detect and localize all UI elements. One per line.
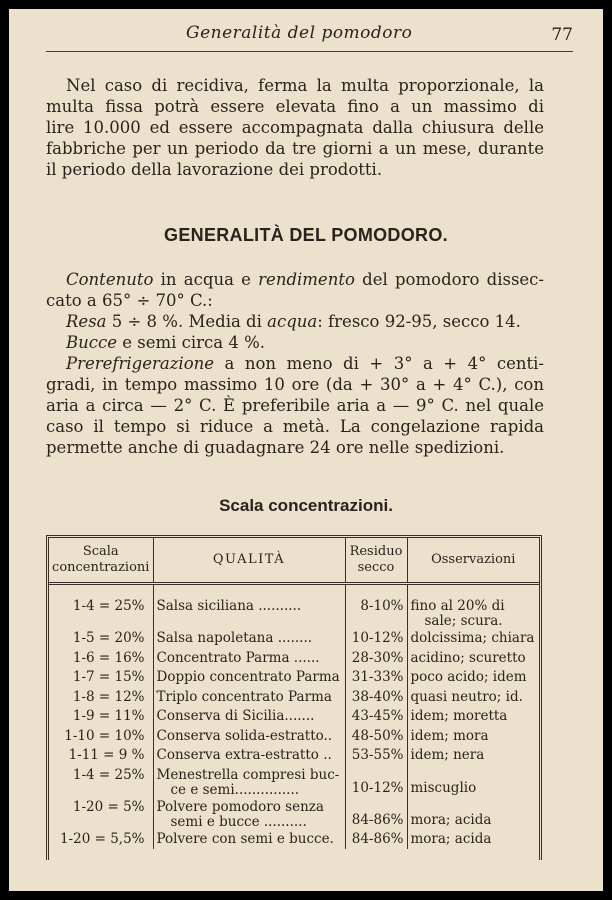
cell-residuo bbox=[345, 766, 407, 798]
cell-osservazioni-text: idem; mora bbox=[410, 727, 489, 744]
cell-scala-text: 1-4 = 25% bbox=[72, 598, 145, 614]
concentration-table bbox=[46, 535, 542, 860]
body-text: del pomodoro dissec- bbox=[354, 270, 544, 289]
cell-scala bbox=[49, 830, 153, 850]
cell-qualita-text: Salsa siciliana .......... bbox=[156, 598, 302, 614]
cell-scala-text: 1-9 = 11% bbox=[72, 708, 145, 724]
cell-scala-text: 1-4 = 25% bbox=[72, 766, 145, 783]
cell-qualita bbox=[153, 597, 345, 629]
cell-residuo-text: 28-30% bbox=[351, 649, 404, 666]
cell-osservazioni-text: acidino; scuretto bbox=[410, 649, 526, 666]
cell-residuo-text: 48-50% bbox=[351, 727, 404, 744]
section-title: GENERALITÀ DEL POMODORO. bbox=[164, 225, 448, 245]
table-row bbox=[49, 766, 539, 798]
cell-qualita-text: Conserva solida-estratto.. bbox=[156, 727, 333, 744]
acqua-term: acqua bbox=[267, 312, 318, 331]
table-row bbox=[49, 746, 539, 766]
cell-residuo-text: 8-10% bbox=[360, 598, 404, 614]
cell-residuo-text: 84-86% bbox=[351, 811, 404, 828]
cell-osservazioni bbox=[407, 649, 539, 669]
cell-residuo bbox=[345, 649, 407, 669]
intro-line: lire 10.000 ed essere accompagnata dalla chiusura delle bbox=[46, 118, 544, 137]
cell-residuo-text: 53-55% bbox=[351, 747, 404, 763]
cell-qualita-text: Polvere con semi e bucce. bbox=[156, 830, 334, 847]
cell-scala-text: 1-10 = 10% bbox=[64, 727, 145, 744]
cell-qualita-text: Conserva di Sicilia....... bbox=[156, 708, 315, 724]
cell-residuo-text: 38-40% bbox=[351, 688, 404, 705]
cell-osservazioni-text: fino al 20% di bbox=[410, 598, 505, 614]
page-header bbox=[46, 23, 573, 52]
cell-residuo bbox=[345, 629, 407, 649]
table-row bbox=[49, 668, 539, 688]
cell-scala-text: 1-8 = 12% bbox=[72, 688, 145, 705]
cell-qualita-text: Doppio concentrato Parma bbox=[156, 669, 340, 685]
cell-scala-text: 1-20 = 5,5% bbox=[59, 830, 145, 847]
cell-residuo-text: 84-86% bbox=[351, 830, 404, 847]
cell-residuo bbox=[345, 830, 407, 850]
cell-osservazioni-text: mora; acida bbox=[410, 811, 492, 828]
cell-qualita-text: Concentrato Parma ...... bbox=[156, 649, 320, 666]
cell-scala bbox=[49, 798, 153, 830]
body-line bbox=[46, 311, 544, 332]
cell-qualita bbox=[153, 688, 345, 708]
cell-qualita-text: Polvere pomodoro senza bbox=[156, 798, 324, 815]
body-line bbox=[46, 353, 544, 374]
cell-qualita bbox=[153, 707, 345, 727]
table-row bbox=[49, 830, 539, 850]
contenuto-term: Contenuto bbox=[66, 270, 154, 289]
header-qualita: QUALITÀ bbox=[153, 538, 345, 584]
cell-osservazioni-text: dolcissima; chiara bbox=[410, 630, 535, 646]
cell-scala bbox=[49, 597, 153, 629]
cell-osservazioni bbox=[407, 707, 539, 727]
cell-osservazioni-text: sale; scura. bbox=[424, 613, 503, 629]
intro-line: Nel caso di recidiva, ferma la multa proporzionale, la bbox=[66, 76, 544, 95]
body-line: caso il tempo si riduce a metà. La congelazione rapida bbox=[46, 417, 544, 436]
cell-qualita bbox=[153, 629, 345, 649]
cell-osservazioni-text: idem; moretta bbox=[410, 708, 508, 724]
table-row bbox=[49, 707, 539, 727]
table-row bbox=[49, 597, 539, 629]
table-row bbox=[49, 688, 539, 708]
body-line: permette anche di guadagnare 24 ore nelle spedizioni. bbox=[46, 438, 505, 457]
table-spacer bbox=[49, 584, 539, 598]
page-number: 77 bbox=[551, 25, 573, 45]
header-residuo bbox=[345, 538, 407, 584]
cell-scala bbox=[49, 766, 153, 798]
header-scala bbox=[49, 538, 153, 584]
cell-osservazioni bbox=[407, 597, 539, 629]
cell-scala-text: 1-11 = 9 % bbox=[68, 747, 145, 763]
table-row bbox=[49, 649, 539, 669]
body-line: gradi, in tempo massimo 10 ore (da + 30° a + 4° C.), con bbox=[46, 375, 544, 394]
cell-residuo bbox=[345, 688, 407, 708]
body-line: aria a circa — 2° C. È preferibile aria a — 9° C. nel quale bbox=[46, 396, 544, 415]
cell-scala bbox=[49, 688, 153, 708]
body-text: : fresco 92-95, secco 14. bbox=[317, 312, 521, 331]
cell-scala bbox=[49, 629, 153, 649]
rendimento-term: rendimento bbox=[258, 270, 355, 289]
cell-qualita bbox=[153, 830, 345, 850]
table-header-row bbox=[49, 538, 539, 584]
cell-residuo-text: 43-45% bbox=[351, 708, 404, 724]
body-line bbox=[46, 269, 544, 290]
cell-qualita bbox=[153, 798, 345, 830]
header-osservazioni: Osservazioni bbox=[407, 538, 539, 584]
cell-residuo bbox=[345, 597, 407, 629]
cell-osservazioni bbox=[407, 830, 539, 850]
running-title: Generalità del pomodoro bbox=[186, 23, 413, 43]
cell-residuo bbox=[345, 668, 407, 688]
intro-line: multa fissa potrà essere elevata fino a un massimo di bbox=[46, 97, 544, 116]
bucce-term: Bucce bbox=[66, 333, 117, 352]
cell-osservazioni bbox=[407, 746, 539, 766]
intro-paragraph bbox=[46, 75, 544, 180]
cell-qualita-text: Salsa napoletana ........ bbox=[156, 630, 313, 646]
cell-residuo bbox=[345, 798, 407, 830]
cell-residuo-text: 10-12% bbox=[351, 779, 404, 796]
cell-scala-text: 1-6 = 16% bbox=[72, 649, 145, 666]
cell-qualita bbox=[153, 727, 345, 747]
cell-scala-text: 1-7 = 15% bbox=[72, 669, 145, 685]
cell-scala-text: 1-20 = 5% bbox=[72, 798, 145, 815]
table-row bbox=[49, 798, 539, 830]
prerefrigerazione-term: Prerefrigerazione bbox=[66, 354, 215, 373]
cell-residuo bbox=[345, 746, 407, 766]
body-paragraph bbox=[46, 269, 544, 458]
table-title: Scala concentrazioni. bbox=[219, 496, 393, 515]
cell-residuo-text: 31-33% bbox=[351, 669, 404, 685]
cell-scala-text: 1-5 = 20% bbox=[72, 630, 145, 646]
cell-scala bbox=[49, 668, 153, 688]
intro-line: il periodo della lavorazione dei prodotti. bbox=[46, 160, 383, 179]
book-page bbox=[9, 9, 603, 891]
table-row bbox=[49, 727, 539, 747]
cell-qualita-text: Conserva extra-estratto .. bbox=[156, 747, 332, 763]
body-line bbox=[46, 332, 544, 353]
intro-line: fabbriche per un periodo da tre giorni a un mese, durante bbox=[46, 139, 544, 158]
concentration-table-grid bbox=[49, 538, 539, 849]
cell-scala bbox=[49, 649, 153, 669]
cell-scala bbox=[49, 746, 153, 766]
header-text: concentrazioni bbox=[52, 560, 150, 575]
resa-term: Resa bbox=[66, 312, 107, 331]
cell-osservazioni bbox=[407, 688, 539, 708]
cell-residuo bbox=[345, 727, 407, 747]
cell-qualita-text: semi e bucce .......... bbox=[170, 813, 307, 830]
cell-osservazioni-text: idem; nera bbox=[410, 747, 485, 763]
cell-osservazioni bbox=[407, 727, 539, 747]
cell-osservazioni-text: quasi neutro; id. bbox=[410, 688, 523, 705]
cell-osservazioni bbox=[407, 766, 539, 798]
header-text: secco bbox=[357, 560, 395, 575]
cell-qualita-text: ce e semi............... bbox=[170, 781, 300, 798]
cell-scala bbox=[49, 707, 153, 727]
body-text: 5 ÷ 8 %. Media di bbox=[106, 312, 268, 331]
cell-qualita bbox=[153, 746, 345, 766]
cell-osservazioni bbox=[407, 629, 539, 649]
cell-osservazioni-text: poco acido; idem bbox=[410, 669, 527, 685]
header-text: Residuo bbox=[349, 544, 403, 559]
cell-osservazioni bbox=[407, 798, 539, 830]
cell-qualita-text: Triplo concentrato Parma bbox=[156, 688, 332, 705]
cell-osservazioni bbox=[407, 668, 539, 688]
body-text: e semi circa 4 %. bbox=[117, 333, 266, 352]
cell-qualita-text: Menestrella compresi buc- bbox=[156, 766, 340, 783]
cell-residuo bbox=[345, 707, 407, 727]
body-text: a non meno di + 3° a + 4° centi- bbox=[214, 354, 544, 373]
table-row bbox=[49, 629, 539, 649]
cell-qualita bbox=[153, 766, 345, 798]
cell-qualita bbox=[153, 668, 345, 688]
header-text: Scala bbox=[82, 544, 119, 559]
cell-osservazioni-text: mora; acida bbox=[410, 830, 492, 847]
cell-residuo-text: 10-12% bbox=[351, 630, 404, 646]
cell-scala bbox=[49, 727, 153, 747]
cell-osservazioni-text: miscuglio bbox=[410, 779, 477, 796]
body-text: in acqua e bbox=[153, 270, 259, 289]
body-line: cato a 65° ÷ 70° C.: bbox=[46, 291, 213, 310]
cell-qualita bbox=[153, 649, 345, 669]
